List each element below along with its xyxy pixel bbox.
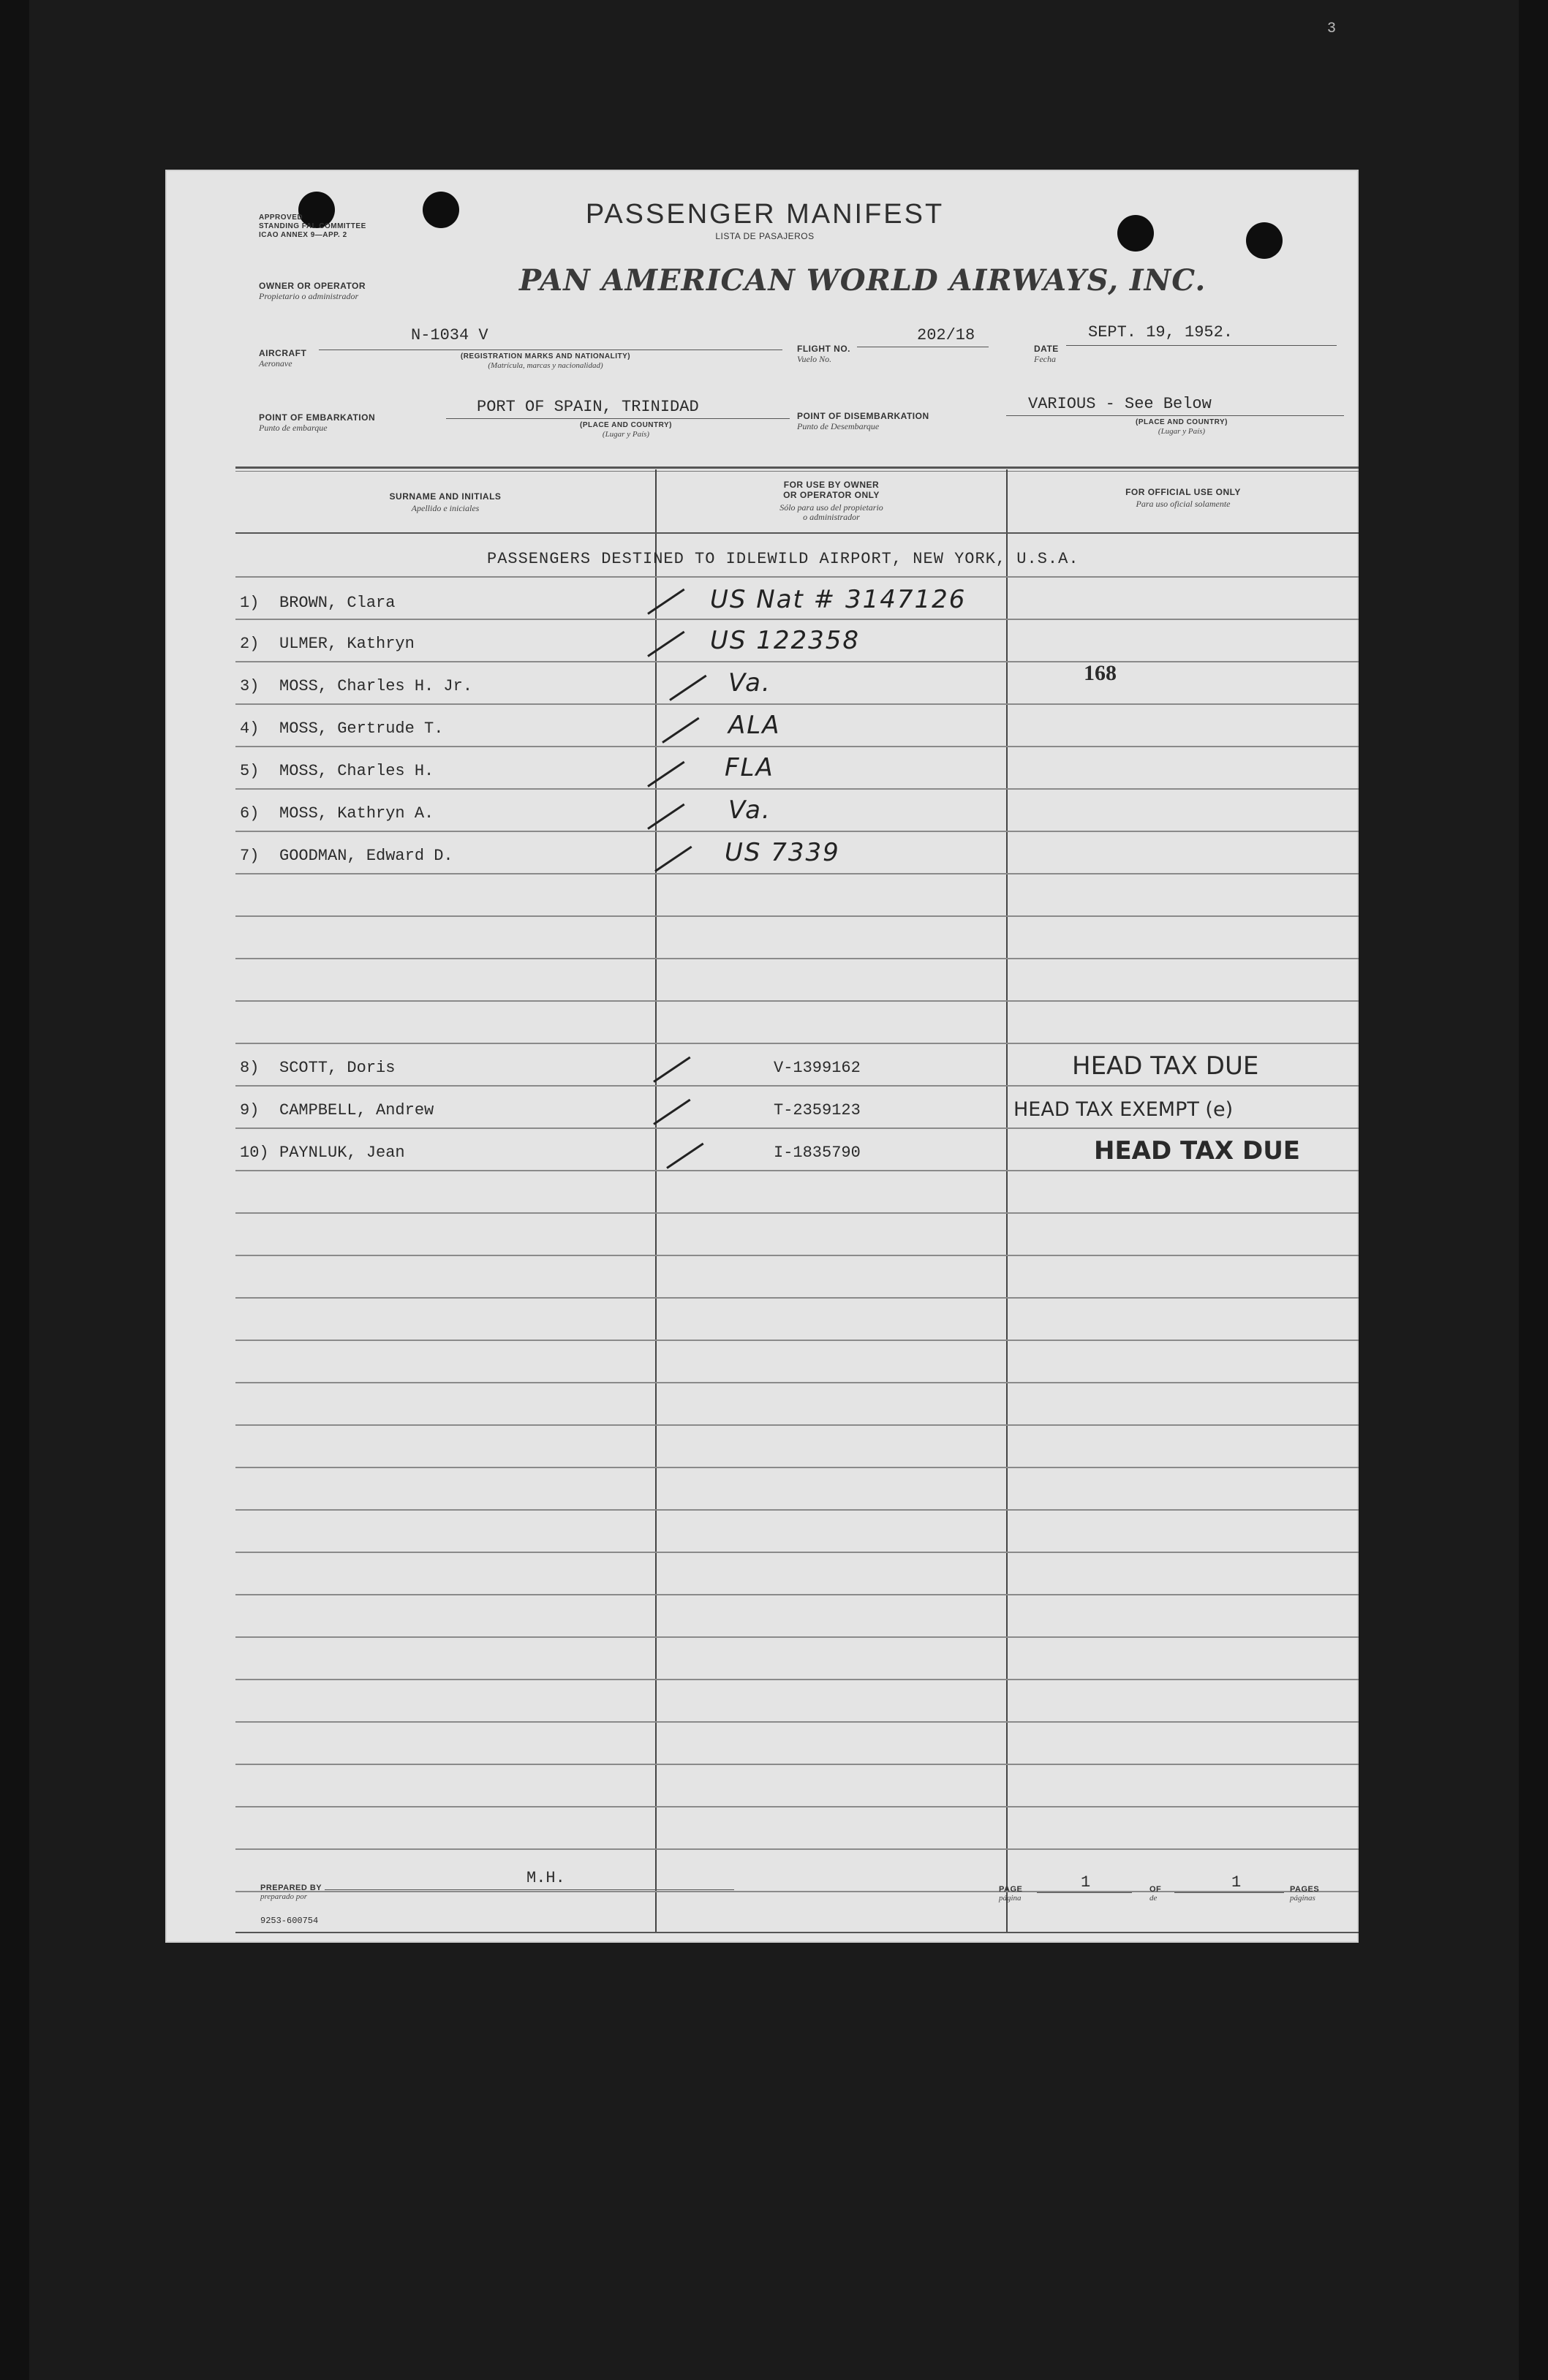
owner-value: PAN AMERICAN WORLD AIRWAYS, INC. (519, 263, 1207, 298)
disembark-label: POINT OF DISEMBARKATION (797, 411, 929, 421)
passenger-name: GOODMAN, Edward D. (279, 847, 453, 865)
disembark-label-sub: Punto de Desembarque (797, 421, 880, 431)
of-label: OF (1149, 1885, 1162, 1894)
column-header-operator-line: OR OPERATOR ONLY (783, 490, 880, 500)
aircraft-value: N-1034 V (411, 326, 488, 344)
film-edge-right (1519, 0, 1548, 2380)
manifest-page (165, 170, 1359, 1943)
row-rule (235, 703, 1359, 705)
official-stamp: HEAD TAX DUE (1094, 1136, 1301, 1166)
embark-caption-sub: (Lugar y País) (602, 430, 650, 439)
check-mark (647, 804, 684, 830)
pages-label-sub: páginas (1290, 1894, 1315, 1903)
check-mark (647, 761, 684, 787)
operator-note: T-2359123 (774, 1101, 861, 1119)
official-number: 168 (1084, 661, 1117, 685)
form-reference (259, 214, 366, 240)
passenger-name: MOSS, Charles H. (279, 762, 434, 780)
row-rule (235, 958, 1359, 959)
row-number: 8) (240, 1059, 260, 1077)
row-rule (235, 1594, 1359, 1595)
passenger-name: PAYNLUK, Jean (279, 1144, 405, 1162)
row-rule (235, 1552, 1359, 1553)
column-divider (655, 469, 657, 1932)
operator-note: Va. (728, 668, 771, 698)
row-rule (235, 1255, 1359, 1256)
embark-caption: (PLACE AND COUNTRY) (580, 421, 672, 429)
row-rule (235, 1806, 1359, 1807)
disembark-underline (1006, 415, 1344, 416)
embark-underline (446, 418, 790, 419)
passenger-name: MOSS, Gertrude T. (279, 719, 444, 738)
date-value: SEPT. 19, 1952. (1088, 323, 1234, 341)
passenger-name: MOSS, Kathryn A. (279, 804, 434, 823)
row-rule (235, 1424, 1359, 1426)
owner-label: OWNER OR OPERATOR (259, 281, 366, 291)
check-mark (647, 631, 684, 657)
row-rule (235, 1382, 1359, 1383)
row-rule (235, 1848, 1359, 1850)
flight-value: 202/18 (917, 326, 975, 344)
disembark-caption: (PLACE AND COUNTRY) (1136, 418, 1228, 426)
column-header-operator-sub-line: o administrador (803, 512, 860, 522)
passenger-name: SCOTT, Doris (279, 1059, 396, 1077)
prepared-underline (325, 1889, 734, 1890)
embark-label-sub: Punto de embarque (259, 423, 328, 433)
of-underline (1174, 1892, 1284, 1893)
check-mark (666, 1143, 703, 1169)
table-top-border-inner (235, 471, 1359, 472)
check-mark (669, 675, 706, 701)
operator-note: FLA (725, 753, 774, 782)
row-rule (235, 1043, 1359, 1044)
aircraft-caption: (REGISTRATION MARKS AND NATIONALITY) (460, 352, 631, 360)
row-number: 4) (240, 719, 260, 738)
column-header-operator-line: FOR USE BY OWNER (783, 480, 880, 490)
row-number: 1) (240, 594, 260, 612)
embark-value: PORT OF SPAIN, TRINIDAD (477, 398, 699, 416)
disembark-value: VARIOUS - See Below (1028, 395, 1212, 413)
passenger-name: CAMPBELL, Andrew (279, 1101, 434, 1119)
row-rule (235, 1297, 1359, 1299)
table-top-border (235, 466, 1359, 469)
check-mark (654, 846, 692, 872)
column-header-operator (657, 480, 1006, 500)
row-rule (235, 1340, 1359, 1341)
owner-label-sub: Propietario o administrador (259, 291, 359, 301)
prepared-label: PREPARED BY (260, 1884, 322, 1892)
check-mark (662, 717, 699, 744)
row-rule (235, 1721, 1359, 1723)
page-value: 1 (1081, 1873, 1091, 1892)
page-title-sub: LISTA DE PASAJEROS (715, 231, 815, 241)
date-underline (1066, 345, 1337, 346)
row-number: 10) (240, 1144, 269, 1162)
operator-note: Va. (728, 796, 771, 825)
row-rule (235, 1127, 1359, 1129)
operator-note: V-1399162 (774, 1059, 861, 1077)
form-ref-line: APPROVED (259, 214, 303, 222)
page-label: PAGE (999, 1885, 1023, 1894)
column-divider (1006, 469, 1008, 1932)
check-mark (653, 1099, 690, 1125)
aircraft-label: AIRCRAFT (259, 348, 307, 358)
operator-note: US 7339 (725, 838, 840, 867)
row-rule (235, 576, 1359, 578)
official-stamp: HEAD TAX DUE (1072, 1051, 1259, 1081)
film-edge-left (0, 0, 29, 2380)
row-rule (235, 1636, 1359, 1638)
table-bottom-border (235, 1932, 1359, 1933)
disembark-caption-sub: (Lugar y País) (1158, 427, 1206, 436)
page-label-sub: página (999, 1894, 1022, 1903)
row-rule (235, 915, 1359, 917)
row-number: 5) (240, 762, 260, 780)
passenger-name: ULMER, Kathryn (279, 635, 415, 653)
form-ref-line: ICAO ANNEX 9—APP. 2 (259, 231, 347, 239)
column-header-operator-sub-line: Sólo para uso del propietario (779, 502, 883, 513)
punch-hole (1117, 215, 1154, 252)
row-rule (235, 788, 1359, 790)
page-underline (1037, 1892, 1132, 1893)
row-rule (235, 1679, 1359, 1680)
header-bottom-border (235, 532, 1359, 534)
column-header-name-sub: Apellido e iniciales (411, 503, 480, 513)
row-rule (235, 1085, 1359, 1087)
of-value: 1 (1231, 1873, 1242, 1892)
passenger-name: MOSS, Charles H. Jr. (279, 677, 473, 695)
row-rule (235, 746, 1359, 747)
row-rule (235, 1764, 1359, 1765)
row-rule (235, 1509, 1359, 1511)
operator-note: I-1835790 (774, 1144, 861, 1162)
punch-hole (1246, 222, 1283, 259)
prepared-value: M.H. (526, 1869, 565, 1887)
row-rule (235, 661, 1359, 662)
form-ref-line: STANDING FAL COMMITTEE (259, 222, 366, 230)
aircraft-label-sub: Aeronave (259, 358, 292, 369)
row-rule (235, 1212, 1359, 1214)
aircraft-caption-sub: (Matrícula, marcas y nacionalidad) (488, 361, 603, 370)
row-number: 7) (240, 847, 260, 865)
column-header-operator-sub (657, 503, 1006, 522)
operator-note: ALA (728, 711, 781, 740)
date-label-sub: Fecha (1034, 354, 1056, 364)
check-mark (647, 589, 684, 615)
official-stamp: HEAD TAX EXEMPT (e) (1013, 1098, 1234, 1121)
punch-hole (423, 192, 459, 228)
row-rule (235, 619, 1359, 620)
row-rule (235, 1000, 1359, 1002)
passenger-name: BROWN, Clara (279, 594, 396, 612)
row-rule (235, 1467, 1359, 1468)
form-code: 9253-600754 (260, 1916, 319, 1926)
corner-mark: 3 (1327, 20, 1337, 37)
check-mark (653, 1057, 690, 1083)
pages-label: PAGES (1290, 1885, 1320, 1894)
operator-note: US 122358 (710, 626, 861, 655)
row-rule (235, 873, 1359, 874)
column-header-name: SURNAME AND INITIALS (389, 491, 502, 502)
of-label-sub: de (1149, 1894, 1158, 1903)
column-header-official: FOR OFFICIAL USE ONLY (1125, 487, 1241, 497)
row-rule (235, 1170, 1359, 1171)
embark-label: POINT OF EMBARKATION (259, 412, 376, 423)
prepared-label-sub: preparado por (260, 1892, 308, 1901)
row-number: 3) (240, 677, 260, 695)
row-rule (235, 831, 1359, 832)
row-number: 9) (240, 1101, 260, 1119)
flight-label: FLIGHT NO. (797, 344, 850, 354)
row-number: 6) (240, 804, 260, 823)
date-label: DATE (1034, 344, 1059, 354)
row-number: 2) (240, 635, 260, 653)
flight-label-sub: Vuelo No. (797, 354, 832, 364)
column-header-official-sub: Para uso oficial solamente (1136, 499, 1231, 509)
page-title: PASSENGER MANIFEST (585, 199, 945, 230)
destination-line: PASSENGERS DESTINED TO IDLEWILD AIRPORT, NEW YORK, U.S.A. (487, 550, 1079, 568)
operator-note: US Nat # 3147126 (710, 585, 967, 614)
